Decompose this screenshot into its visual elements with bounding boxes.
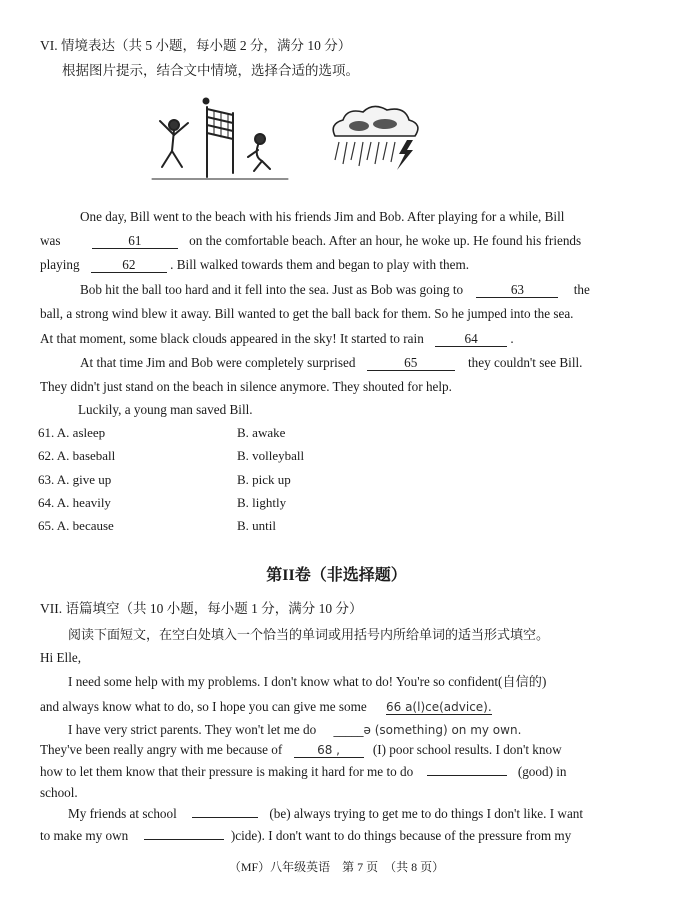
letter-line2-start: and always know what to do, so I hope you can give me some <box>40 699 367 714</box>
letter-line3 <box>68 722 521 738</box>
letter-line2 <box>40 699 492 715</box>
p1-line3-start: playing <box>40 257 80 272</box>
letter-line1: I need some help with my problems. I don't know what to do! You're so confident(自信的) <box>68 674 547 689</box>
p2-line1-end: the <box>573 282 590 297</box>
letter-line7 <box>68 806 583 822</box>
p1-line2 <box>40 233 581 249</box>
option-64-a: 64. A. heavily <box>38 495 111 510</box>
blank-63: 63 <box>476 283 558 298</box>
p2-line1 <box>80 282 590 298</box>
blank-61: 61 <box>92 234 178 249</box>
section6-instruction: 根据图片提示，结合文中情境，选择合适的选项。 <box>62 63 359 78</box>
letter-line8 <box>40 828 571 844</box>
section7-heading: VII. 语篇填空（共 10 小题，每小题 1 分，满分 10 分） <box>40 601 363 616</box>
storm-cloud-illustration <box>325 102 425 174</box>
blank-67-handwritten: _____ə (something) on my own. <box>333 723 522 737</box>
letter-line4-end: (I) poor school results. I don't know <box>372 742 562 757</box>
beach-volleyball-illustration <box>150 95 290 187</box>
option-61-b: B. awake <box>237 425 286 440</box>
option-62-a: 62. A. baseball <box>38 448 116 463</box>
option-65-a: 65. A. because <box>38 518 114 533</box>
p1-line3-end: . Bill walked towards them and began to play with them. <box>170 257 470 272</box>
blank-64: 64 <box>435 332 507 347</box>
letter-line7-end: (be) always trying to get me to do things I don't like. I want <box>269 806 584 821</box>
blank-66-handwritten: 66 a(l)ce(advice). <box>385 700 492 714</box>
section7-instruction: 阅读下面短文，在空白处填入一个恰当的单词或用括号内所给单词的适当形式填空。 <box>68 627 550 642</box>
blank-71 <box>144 839 224 840</box>
blank-70 <box>192 817 258 818</box>
p4-line: Luckily, a young man saved Bill. <box>78 402 253 417</box>
blank-68-handwritten: 68 , <box>294 743 364 758</box>
p2-line2: ball, a strong wind blew it away. Bill wanted to get the ball back for them. So he jumped into the sea. <box>40 306 574 321</box>
p2-line3-start: At that moment, some black clouds appeared in the sky! It started to rain <box>40 331 424 346</box>
letter-line5-end: (good) in <box>517 764 567 779</box>
p3-line1 <box>80 355 582 371</box>
letter-line8-end: )cide). I don't want to do things because of the pressure from my <box>230 828 572 843</box>
p2-line1-start: Bob hit the ball too hard and it fell into the sea. Just as Bob was going to <box>80 282 464 297</box>
blank-62: 62 <box>91 258 167 273</box>
option-63-b: B. pick up <box>237 472 291 487</box>
p3-line2: They didn't just stand on the beach in silence anymore. They shouted for help. <box>40 379 452 394</box>
letter-line8-start: to make my own <box>40 828 129 843</box>
option-62-b: B. volleyball <box>237 448 305 463</box>
option-64-b: B. lightly <box>237 495 287 510</box>
letter-line4 <box>40 742 562 758</box>
p1-line3 <box>40 257 469 273</box>
letter-line5 <box>40 764 567 780</box>
p1-line1: One day, Bill went to the beach with his friends Jim and Bob. After playing for a while, Bill <box>80 209 565 224</box>
letter-line5-start: how to let them know that their pressure is making it hard for me to do <box>40 764 414 779</box>
option-65-b: B. until <box>237 518 277 533</box>
letter-line6: school. <box>40 785 78 800</box>
part2-title: 第II卷（非选择题） <box>266 567 407 584</box>
page-footer: （MF）八年级英语 第 7 页 （共 8 页） <box>228 860 445 874</box>
letter-line4-start: They've been really angry with me because of <box>40 742 283 757</box>
p3-line1-start: At that time Jim and Bob were completely surprised <box>80 355 356 370</box>
option-63-a: 63. A. give up <box>38 472 112 487</box>
p2-line3-end: . <box>510 331 514 346</box>
p3-line1-end: they couldn't see Bill. <box>468 355 583 370</box>
blank-69 <box>427 775 507 776</box>
p1-line2-start: was <box>40 233 61 248</box>
option-61-a: 61. A. asleep <box>38 425 106 440</box>
letter-line7-start: My friends at school <box>68 806 177 821</box>
letter-greeting: Hi Elle, <box>40 650 82 665</box>
p1-line2-end: on the comfortable beach. After an hour, he woke up. He found his friends <box>189 233 582 248</box>
section6-heading: VI. 情境表达（共 5 小题，每小题 2 分，满分 10 分） <box>40 38 352 53</box>
blank-65: 65 <box>367 356 455 371</box>
letter-line3-start: I have very strict parents. They won't let me do <box>68 722 317 737</box>
p2-line3 <box>40 331 514 347</box>
